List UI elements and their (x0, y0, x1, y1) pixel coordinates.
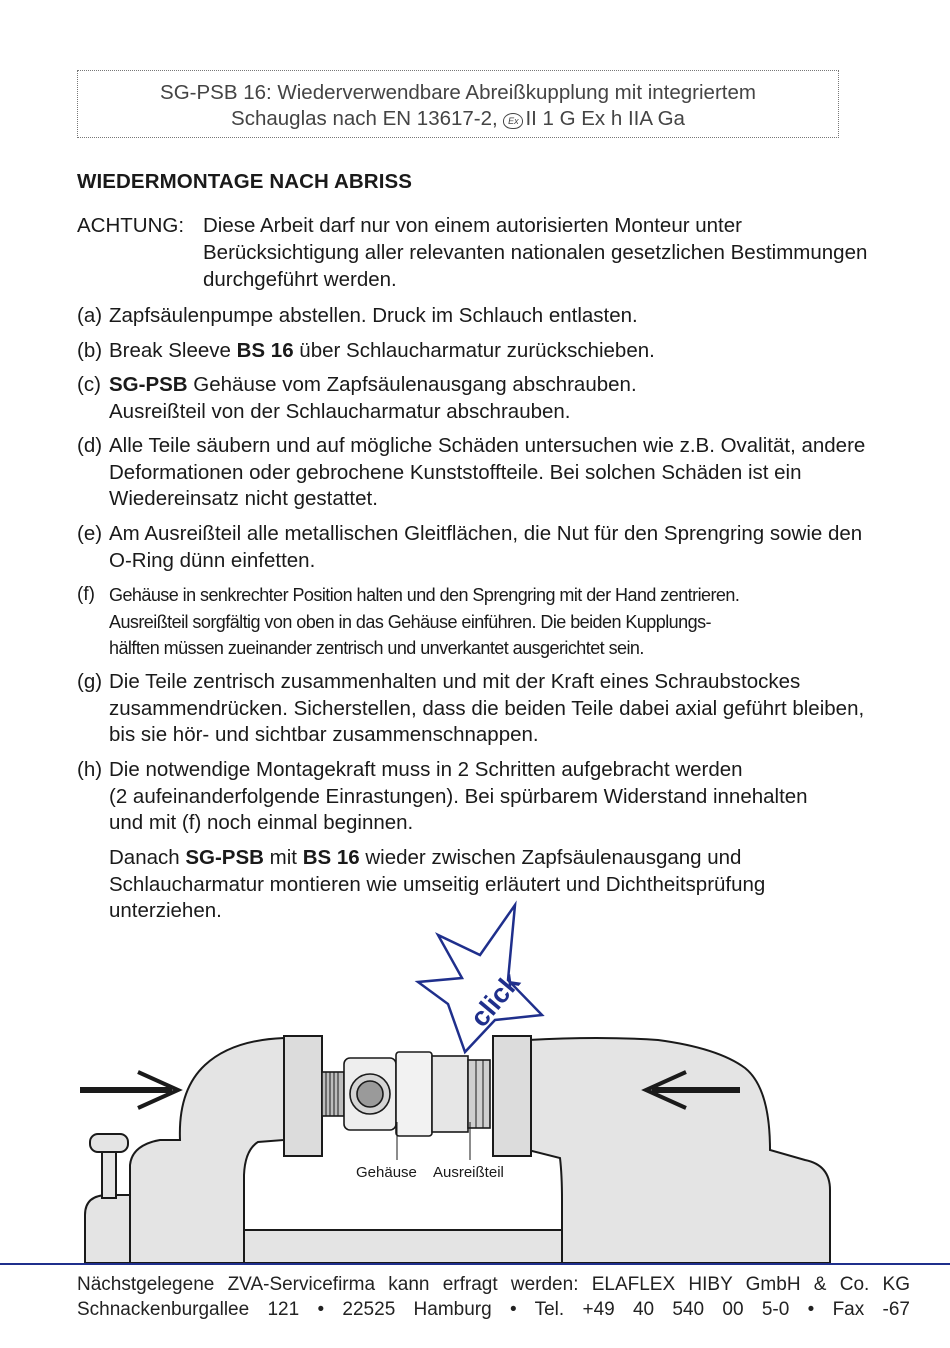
click-label: click (464, 967, 526, 1033)
footer-line-1: Nächstgelegene ZVA-Servicefirma kann erfragt werden: ELAFLEX HIBY GmbH & Co. KG (77, 1274, 910, 1295)
final-text-2: mit (263, 846, 303, 869)
final-text-1: Danach (109, 846, 186, 869)
warning-text: Diese Arbeit darf nur von einem autorisierten Monteur unter Berücksichtigung aller relevanten nationalen gesetzlichen Bestimmungen durchgeführt werden. (203, 214, 868, 291)
click-burst-icon (418, 905, 542, 1052)
step-letter: (d) (77, 434, 103, 457)
warning-block (77, 212, 877, 293)
step-f (77, 582, 867, 662)
vise-handle (90, 1134, 128, 1198)
step-b (77, 338, 867, 365)
vise-illustration (0, 900, 950, 1263)
header-line-1: SG-PSB 16: Wiederverwendbare Abreißkupplung mit integriertem (160, 81, 756, 104)
step-text (109, 372, 867, 425)
step-line-3: und mit (f) noch einmal beginnen. (109, 811, 414, 834)
step-text-post: über Schlaucharmatur zurückschieben. (293, 339, 655, 362)
header-line-2-start: Schauglas nach EN 13617-2, (231, 107, 504, 130)
step-line-2: (2 aufeinanderfolgende Einrastungen). Bei spürbarem Widerstand innehalten (109, 784, 808, 808)
step-text: Am Ausreißteil alle metallischen Gleitflächen, die Nut für den Sprengring sowie den O-Ring dünn einfetten. (109, 522, 863, 572)
step-letter: (e) (77, 522, 103, 545)
step-text-pre: Break Sleeve (109, 339, 237, 362)
step-line-3: hälften müssen zueinander zentrisch und unverkantet ausgerichtet sein. (109, 638, 644, 658)
ex-symbol-icon: Ex (503, 113, 523, 129)
footer-line-2: Schnackenburgallee 121 • 22525 Hamburg • Tel. +49 40 540 00 5-0 • Fax -67 (77, 1299, 910, 1320)
step-e (77, 521, 867, 574)
final-bold-2: BS 16 (302, 846, 360, 869)
step-text-post: Gehäuse vom Zapfsäulenausgang abschrauben. (187, 373, 637, 396)
step-line-1 (109, 372, 867, 399)
step-text: Die Teile zentrisch zusammenhalten und mit der Kraft eines Schraubstockes zusammendrücken. Sicherstellen, dass die beiden Teile dabei axial geführt bleiben, bis sie hör- und sichtbar zusammenschnappen. (109, 670, 865, 746)
arrow-left-icon (80, 1072, 178, 1108)
header-line-2-end: II 1 G Ex h IIA Ga (525, 107, 685, 130)
step-text: Zapfsäulenpumpe abstellen. Druck im Schlauch entlasten. (109, 304, 638, 327)
final-text-3: wieder zwischen Zapfsäulenausgang und Schlaucharmatur montieren wie umseitig erläutert und Dichtheitsprüfung unterziehen. (109, 846, 766, 922)
header-line-2 (78, 106, 838, 132)
step-g (77, 669, 867, 749)
document-header-box (77, 70, 839, 138)
footer-divider (0, 1263, 950, 1265)
step-a (77, 303, 867, 330)
step-line-2: Ausreißteil sorgfältig von oben in das Gehäuse einführen. Die beiden Kupplungs- (109, 611, 711, 632)
step-text (109, 582, 867, 662)
warning-label: ACHTUNG: (77, 214, 185, 237)
footer (77, 1272, 910, 1322)
step-c (77, 372, 867, 425)
step-text (109, 757, 867, 837)
step-line-1: Die notwendige Montagekraft muss in 2 Schritten aufgebracht werden (109, 758, 743, 781)
step-text (109, 338, 867, 365)
step-h (77, 757, 867, 837)
step-d (77, 433, 867, 513)
label-breakaway-part: Ausreißteil (433, 1164, 504, 1181)
label-housing: Gehäuse (356, 1164, 417, 1181)
step-line-1: Gehäuse in senkrechter Position halten und den Sprengring mit der Hand zentrieren. (109, 585, 740, 605)
step-text: Alle Teile säubern und auf mögliche Schäden untersuchen wie z.B. Ovalität, andere Deformationen oder gebrochene Kunststoffteile. Bei solchen Schäden ist ein Wiedereinsatz nicht gestattet. (109, 434, 866, 510)
coupling (322, 1052, 490, 1136)
final-bold-1: SG-PSB (185, 846, 264, 869)
step-letter: (b) (77, 339, 103, 362)
step-text-bold: BS 16 (236, 339, 294, 362)
step-letter: (h) (77, 758, 103, 781)
step-letter: (c) (77, 373, 101, 396)
step-letter: (a) (77, 304, 103, 327)
section-title: WIEDERMONTAGE NACH ABRISS (77, 170, 413, 193)
step-letter: (f) (77, 584, 95, 605)
step-letter: (g) (77, 670, 103, 693)
step-line-2: Ausreißteil von der Schlaucharmatur abschrauben. (109, 399, 571, 423)
step-text-bold: SG-PSB (109, 373, 188, 396)
